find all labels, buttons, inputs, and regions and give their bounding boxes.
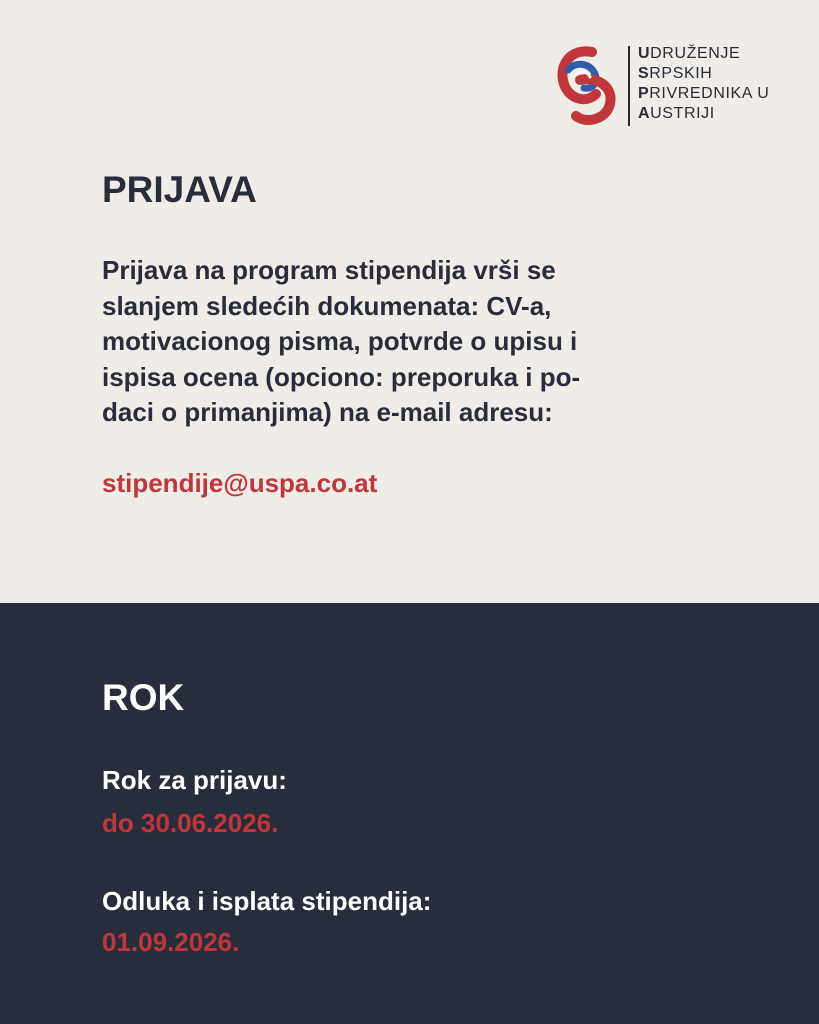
- logo-line-4: AUSTRIJI: [638, 105, 715, 122]
- application-description: Prijava na program stipendija vrši se slanjem sledećih dokumenata: CV-a, motivacionog pisma, potvrde o upisu i ispisa ocena (opciono: preporuka i po- daci o primanjima) na e-mail adresu:: [102, 255, 581, 427]
- logo-divider: [628, 46, 630, 126]
- application-deadline-value: do 30.06.2026.: [102, 808, 279, 838]
- logo-line-3: PRIVREDNIKA U: [638, 85, 770, 102]
- email-link[interactable]: stipendije@uspa.co.at: [102, 468, 378, 498]
- application-title: PRIJAVA: [102, 169, 257, 210]
- logo-line-1: UDRUŽENJE: [638, 45, 741, 62]
- logo-wordmark: [638, 44, 769, 124]
- organization-logo: [556, 44, 796, 128]
- decision-payout-date: 01.09.2026.: [102, 927, 240, 957]
- decision-payout-label: Odluka i isplata stipendija:: [102, 886, 432, 916]
- logo-line-2: SRPSKIH: [638, 65, 713, 82]
- uspa-logo-icon: [556, 44, 620, 128]
- application-deadline-label: Rok za prijavu:: [102, 765, 287, 795]
- deadline-title: ROK: [102, 677, 185, 718]
